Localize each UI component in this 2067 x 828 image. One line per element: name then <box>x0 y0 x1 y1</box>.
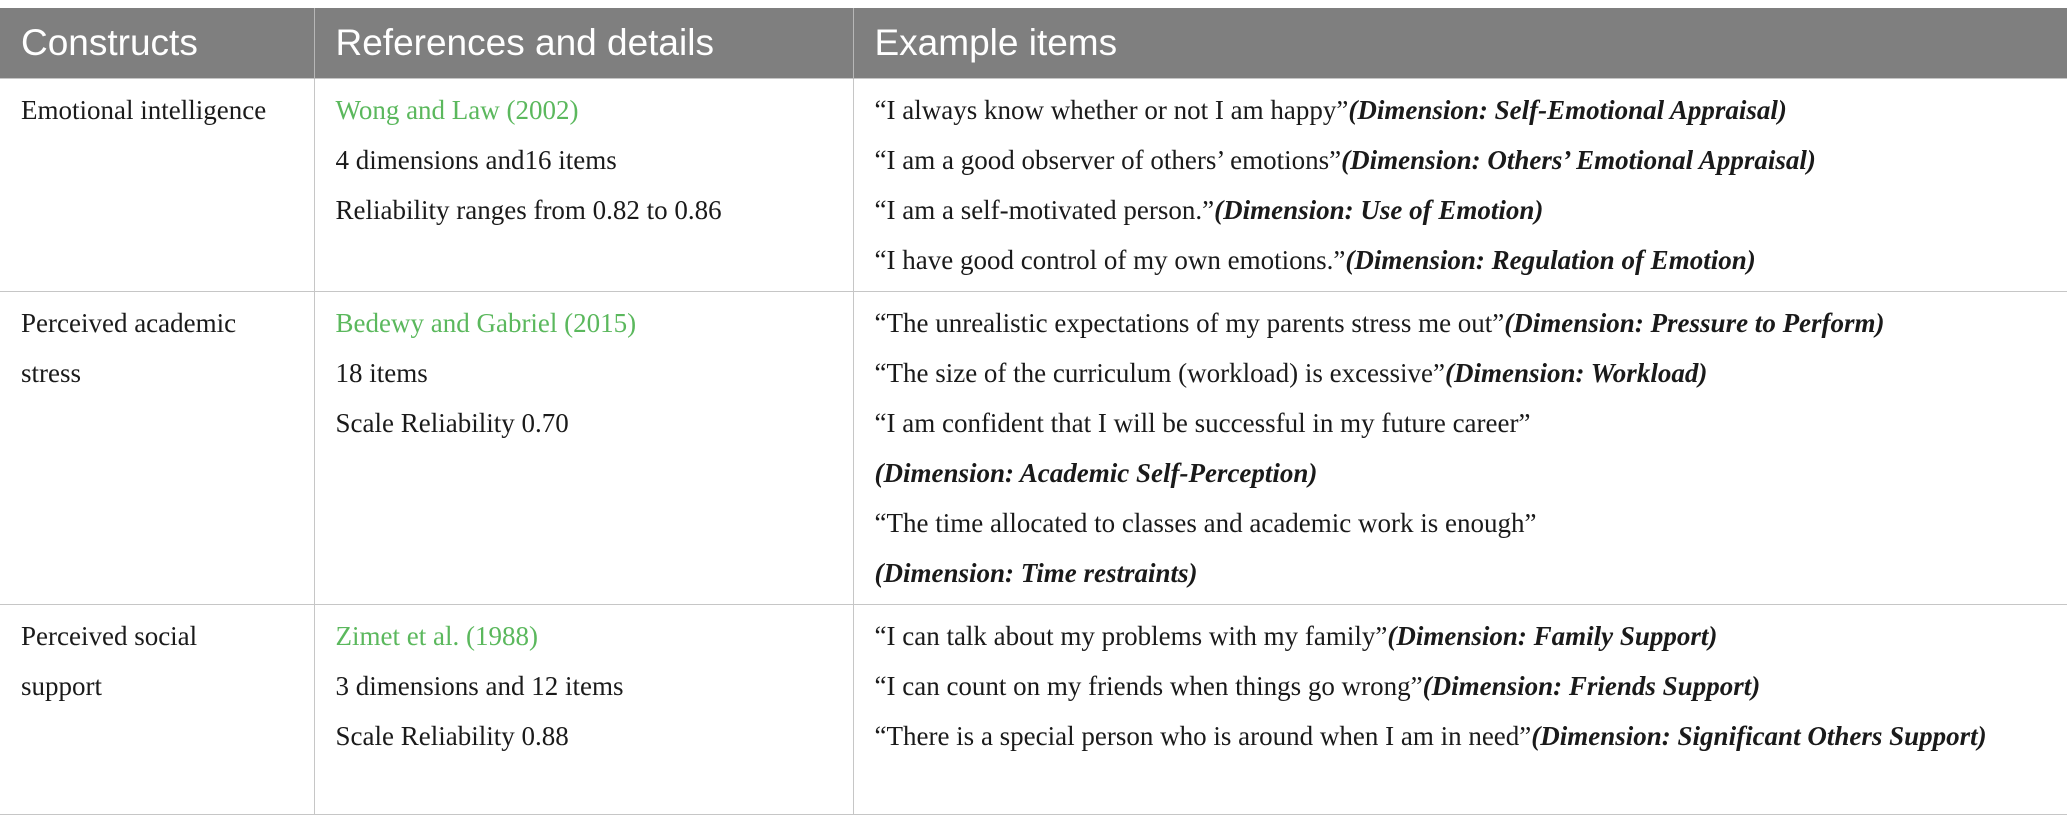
reference-link[interactable]: Zimet et al. (1988) <box>335 621 538 651</box>
example-item <box>875 235 2047 285</box>
item-dimension: (Dimension: Pressure to Perform) <box>1504 308 1885 338</box>
detail-text: Scale Reliability 0.88 <box>335 721 569 751</box>
table-header-row <box>0 8 2067 79</box>
detail-text: Scale Reliability 0.70 <box>335 408 569 438</box>
example-item <box>875 135 2047 185</box>
item-dimension: (Dimension: Self-Emotional Appraisal) <box>1348 95 1787 125</box>
construct-name: support <box>21 671 102 701</box>
construct-name: Perceived academic <box>21 308 237 338</box>
item-quote: “I can talk about my problems with my family” <box>874 621 1388 651</box>
reference-link[interactable]: Bedewy and Gabriel (2015) <box>335 308 637 338</box>
reference-cell <box>314 79 853 292</box>
detail-text: 4 dimensions and16 items <box>335 145 617 175</box>
example-items-cell <box>853 79 2067 292</box>
column-header-example-items: Example items <box>853 8 2067 79</box>
item-quote: “I am a self-motivated person.” <box>874 195 1215 225</box>
example-item <box>875 611 2047 661</box>
table-row <box>0 292 2067 605</box>
column-header-constructs: Constructs <box>0 8 314 79</box>
detail-text: 3 dimensions and 12 items <box>335 671 624 701</box>
item-dimension: (Dimension: Family Support) <box>1387 621 1718 651</box>
example-items-cell <box>853 292 2067 605</box>
item-dimension: (Dimension: Significant Others Support) <box>1531 721 1987 751</box>
reference-cell <box>314 292 853 605</box>
example-item-quote: “I am confident that I will be successful in my future career” <box>874 408 1531 438</box>
item-quote: “I have good control of my own emotions.” <box>874 245 1346 275</box>
table-row <box>0 605 2067 815</box>
item-dimension: (Dimension: Others’ Emotional Appraisal) <box>1341 145 1816 175</box>
table-row <box>0 79 2067 292</box>
example-items-cell <box>853 605 2067 815</box>
item-quote: “The unrealistic expectations of my parents stress me out” <box>874 308 1505 338</box>
example-item-dimension: (Dimension: Academic Self-Perception) <box>874 458 1318 488</box>
construct-cell <box>0 292 314 605</box>
detail-text: 18 items <box>335 358 428 388</box>
example-item <box>875 711 2047 761</box>
construct-name: stress <box>21 358 81 388</box>
column-header-references: References and details <box>314 8 853 79</box>
reference-cell <box>314 605 853 815</box>
example-item <box>875 661 2047 711</box>
item-quote: “I can count on my friends when things go wrong” <box>874 671 1423 701</box>
example-item-quote: “The time allocated to classes and academic work is enough” <box>874 508 1537 538</box>
item-quote: “I am a good observer of others’ emotions” <box>874 145 1342 175</box>
construct-name: Perceived social <box>21 621 198 651</box>
example-item <box>875 185 2047 235</box>
detail-text: Reliability ranges from 0.82 to 0.86 <box>335 195 722 225</box>
item-dimension: (Dimension: Use of Emotion) <box>1214 195 1544 225</box>
construct-name: Emotional intelligence <box>21 95 267 125</box>
item-dimension: (Dimension: Workload) <box>1445 358 1708 388</box>
item-dimension: (Dimension: Friends Support) <box>1422 671 1761 701</box>
item-quote: “There is a special person who is around when I am in need” <box>874 721 1532 751</box>
example-item <box>875 85 2047 135</box>
constructs-table <box>0 8 2067 815</box>
construct-cell <box>0 605 314 815</box>
example-item-dimension: (Dimension: Time restraints) <box>874 558 1198 588</box>
construct-cell <box>0 79 314 292</box>
item-dimension: (Dimension: Regulation of Emotion) <box>1345 245 1756 275</box>
item-quote: “I always know whether or not I am happy” <box>874 95 1349 125</box>
example-item <box>875 298 2047 348</box>
item-quote: “The size of the curriculum (workload) is excessive” <box>874 358 1446 388</box>
reference-link[interactable]: Wong and Law (2002) <box>335 95 579 125</box>
example-item <box>875 348 2047 398</box>
